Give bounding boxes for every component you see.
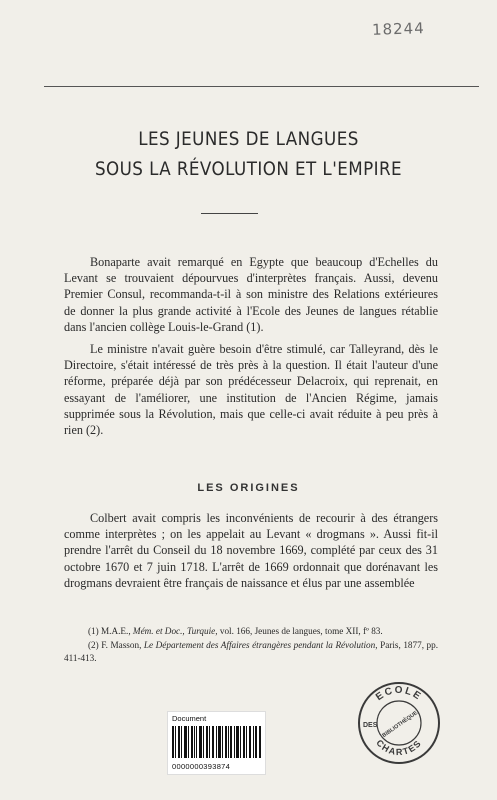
- stamp-bottom-text: CHARTES: [374, 737, 424, 758]
- intro-text: [64, 254, 438, 444]
- footnotes: [64, 625, 438, 666]
- intro-paragraph-2: Le ministre n'avait guère besoin d'être stimulé, car Talleyrand, dès le Directoire, s'était intéressé de très près à la question. Il était l'auteur d'une réforme, préparée déjà par son prédécesseur Delacroix, qui reprenait, en essayant de l'améliorer, une institution de l'Ancien Régime, jamais supprimée sous la Révolution, mais que celle-ci avait réduite à peu près à rien (2).: [64, 342, 438, 438]
- barcode-caption: Document: [172, 714, 207, 723]
- title-divider: [201, 213, 258, 214]
- origines-paragraph-1: Colbert avait compris les inconvénients de recourir à des étrangers comme interprètes ; on les appelait au Levant « drogmans ». Aussi fit-il prendre l'arrêt du Conseil du 18 novembre 1669, complété par ceux des 31 octobre 1670 et 7 juin 1718. L'arrêt de 1669 ordonnait que dorénavant les drogmans devraient être français de naissance et élus par une assemblée: [64, 511, 438, 590]
- footnote-1-title: Mém. et Doc., Turquie: [132, 626, 216, 636]
- footnote-1-suffix: , vol. 166, Jeunes de langues, tome XII, fº 83.: [215, 626, 383, 636]
- barcode-label-sticker: [167, 711, 266, 775]
- intro-paragraph-1: Bonaparte avait remarqué en Egypte que beaucoup d'Echelles du Levant se trouvaient dépourvues d'interprètes français. Aussi, devenu Premier Consul, recommanda-t-il à son ministre des Relations extérieures de donner la plus grande activité à l'Ecole des Jeunes de langues rétablie dans l'ancien collège Louis-le-Grand (1).: [64, 255, 438, 334]
- title-line-2: SOUS LA RÉVOLUTION ET L'EMPIRE: [94, 158, 403, 180]
- stamp-top-text: ECOLE: [374, 684, 424, 704]
- footnote-2: [64, 639, 438, 664]
- stamp-left-text: DES: [363, 722, 378, 729]
- stamp-middle-text: BIBLIOTHÈQUE: [381, 710, 419, 740]
- origines-text: [64, 510, 438, 597]
- title-line-1: LES JEUNES DE LANGUES: [138, 128, 359, 150]
- barcode-number: 0000000393874: [172, 762, 231, 771]
- footnote-2-suffix: , Paris, 1877, pp. 411-413.: [64, 640, 439, 663]
- footnote-1-prefix: (1) M.A.E.,: [88, 626, 133, 636]
- section-heading-origines: LES ORIGINES: [197, 482, 300, 494]
- footnote-2-prefix: (2) F. Masson,: [88, 640, 144, 651]
- top-rule: [44, 86, 479, 87]
- footnote-1: [64, 625, 438, 637]
- barcode-icon: [172, 726, 261, 758]
- library-stamp: [357, 681, 441, 765]
- page-title: [30, 124, 467, 184]
- footnote-2-title: Le Département des Affaires étrangères pendant la Révolution: [143, 640, 376, 651]
- catalog-number-handwritten: 18244: [371, 19, 426, 39]
